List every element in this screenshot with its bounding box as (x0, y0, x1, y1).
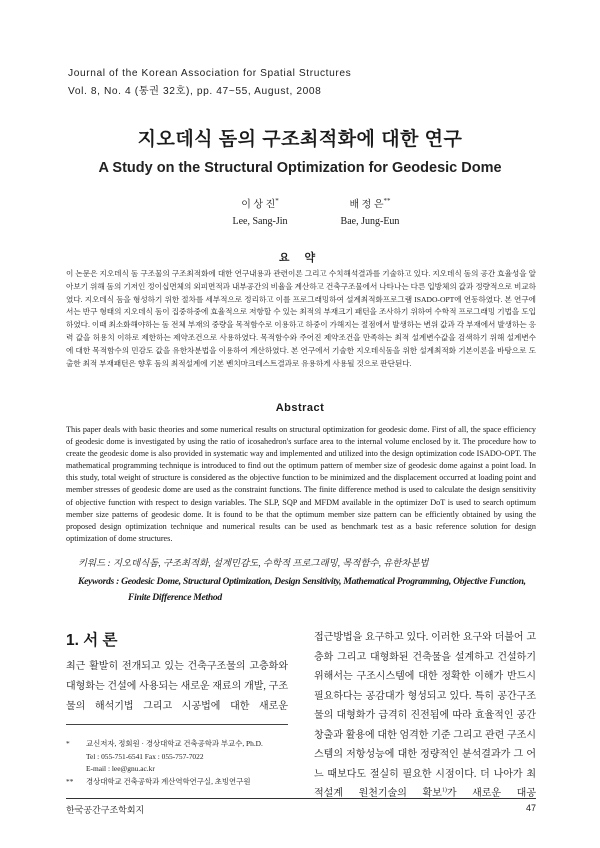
footnotes (66, 738, 296, 788)
footnote-mark-2: ** (66, 776, 74, 786)
journal-name: Journal of the Korean Association for Spatial Structures (68, 68, 352, 79)
footnote-mark-1: * (66, 739, 70, 748)
footer-divider (66, 798, 536, 799)
author-2-mark: ** (383, 197, 391, 205)
title-english: A Study on the Structural Optimization for Geodesic Dome (98, 160, 502, 176)
author-2 (300, 193, 440, 230)
journal-volume: Vol. 8, No. 4 (통권 32호), pp. 47~55, August, 2008 (68, 86, 322, 97)
reference-mark: 1) (441, 787, 447, 794)
footnote-line-2: Tel : 055-751-6541 Fax : 055-757-7022 (86, 751, 204, 761)
page-number: 47 (525, 803, 536, 813)
title-korean: 지오데식 돔의 구조최적화에 대한 연구 (137, 129, 463, 150)
footnote-line-3: E-mail : lee@gnu.ac.kr (86, 764, 155, 774)
section-1-right-text-end: 가 새로운 대공 (446, 788, 536, 799)
abstract-heading: Abstract (275, 402, 325, 414)
keywords-english-line1: Keywords : Geodesic Dome, Structural Optimization, Design Sensitivity, Mathematical Programming, Objective Function, (78, 576, 526, 587)
author-2-name-ko: 배 정 은 (349, 199, 384, 211)
author-1-name-ko: 이 상 진 (241, 199, 276, 211)
section-1-right-text: 접근방법을 요구하고 있다. 이러한 요구와 더불어 고층화 그리고 대형화된 건축물을 설계하고 건설하기 위해서는 구조시스템에 대한 정확한 이해가 반드시 필요하다는 공감대가 형성되고 있다. 특히 공간구조물의 대형화가 급격히 진전됨에 따라 효율적인 공간창출과 활용에 대한 엄격한 기준 그리고 관련 구조시스템의 저항성능에 대한 정량적인 분석결과가 그 어느 때보다도 절실히 필요한 시점이다. 더 나아가 최적설계 원천기술의 확보 (314, 632, 536, 799)
footnote-line-1: 교신저자, 정회원 · 경상대학교 건축공학과 부교수, Ph.D. (86, 739, 263, 748)
section-1-left-column: 최근 활발히 전개되고 있는 건축구조물의 고층화와 대형화는 건설에 사용되는 새로운 재료의 개발, 구조물의 해석기법 그리고 시공법에 대한 새로운 (66, 661, 288, 712)
author-1-name-en: Lee, Sang-Jin (232, 216, 288, 228)
section-1-right-column (314, 628, 536, 804)
abstract-english: This paper deals with basic theories and some numerical results on structural optimization for geodesic dome. First of all, the space efficiency of geodesic dome is investigated by using the ratio of icosahedron's surface area to the internal volume enclosed by it. The procedure how to create the geodesic dome is also provided in systematic way and implemented and utilized into the design optimization code ISADO-OPT. The mathematical programming technique is introduced to find out the optimum pattern of member size of geodesic dome against a point load. In this study, total weight of structure is considered as the objective function to be minimized and the displacement occurred at loading point and member stresses of geodesic dome are used as the constraint functions. The finite difference method is used to calculate the design sensitivity of objective function with respect to design variables. The SLP, SQP and MFDM available in the optimizer DoT is used to search optimum member size patterns of geodesic dome. It is found to be that the optimum member size pattern can be efficiently obtained by using the proposed design optimization technique and numerical results can be used as benchmark test as a basic reference solution for design optimization of dome structures. (66, 425, 536, 543)
keywords-korean: 키워드 : 지오데식돔, 구조최적화, 설계민감도, 수학적 프로그래밍, 목적함수, 유한차분법 (78, 559, 429, 569)
keywords-english-line2: Finite Difference Method (128, 592, 222, 603)
author-2-name-en: Bae, Jung-Eun (340, 216, 400, 228)
author-1-mark: * (275, 197, 279, 205)
summary-korean: 이 논문은 지오데식 돔 구조물의 구조최적화에 대한 연구내용과 관련이론 그리고 수치해석결과를 기술하고 있다. 지오데식 돔의 공간 효율성을 알아보기 위해 돔의 기저인 정이십면체의 외피면적과 내부공간의 비율을 계산하고 건축구조물에서 나타나는 다른 입방체의 값과 정량적으로 비교하였다. 지오데식 돔을 형성하기 위한 절차를 세부적으로 정리하고 이를 프로그래밍하여 설계최적화프로그램 ISADO-OPT에 연동하였다. 본 연구에서는 반구 형태의 지오데식 돔이 집중하중에 효율적으로 저항할 수 있는 최적의 부재크기 패턴을 조사하기 위하여 수학적 프로그래밍 기법을 도입하였다. 이때 최소화해야하는 돔 전체 부재의 중량을 목적함수로 이용하고 하중이 가해지는 절점에서 발생하는 변위 값과 각 부재에서 발생하는 응력 값을 허용치 이하로 제한하는 제약조건으로 사용하였다. 목적함수와 주어진 제약조건을 만족하는 최적 설계변수값을 검색하기 위해 설계변수에 대한 목적함수의 민감도 값을 유한차분법을 이용하여 계산하였다. 본 연구에서 기술한 지오데식돔을 위한 설계최적화 기본이론을 바탕으로 도출한 최적 부재패턴은 향후 돔의 최적설계에 기본 벤치마크테스트결과로 유용하게 사용될 것으로 판단된다. (66, 269, 536, 368)
keywords-english (78, 574, 548, 606)
summary-heading: 요 약 (278, 252, 322, 264)
section-1-heading: 1. 서 론 (66, 632, 118, 649)
footnote-divider (66, 724, 288, 725)
footer-society: 한국공간구조학회지 (66, 805, 145, 815)
footnote-line-4: 경상대학교 건축공학과 계산역학연구실, 초빙연구원 (86, 776, 251, 786)
